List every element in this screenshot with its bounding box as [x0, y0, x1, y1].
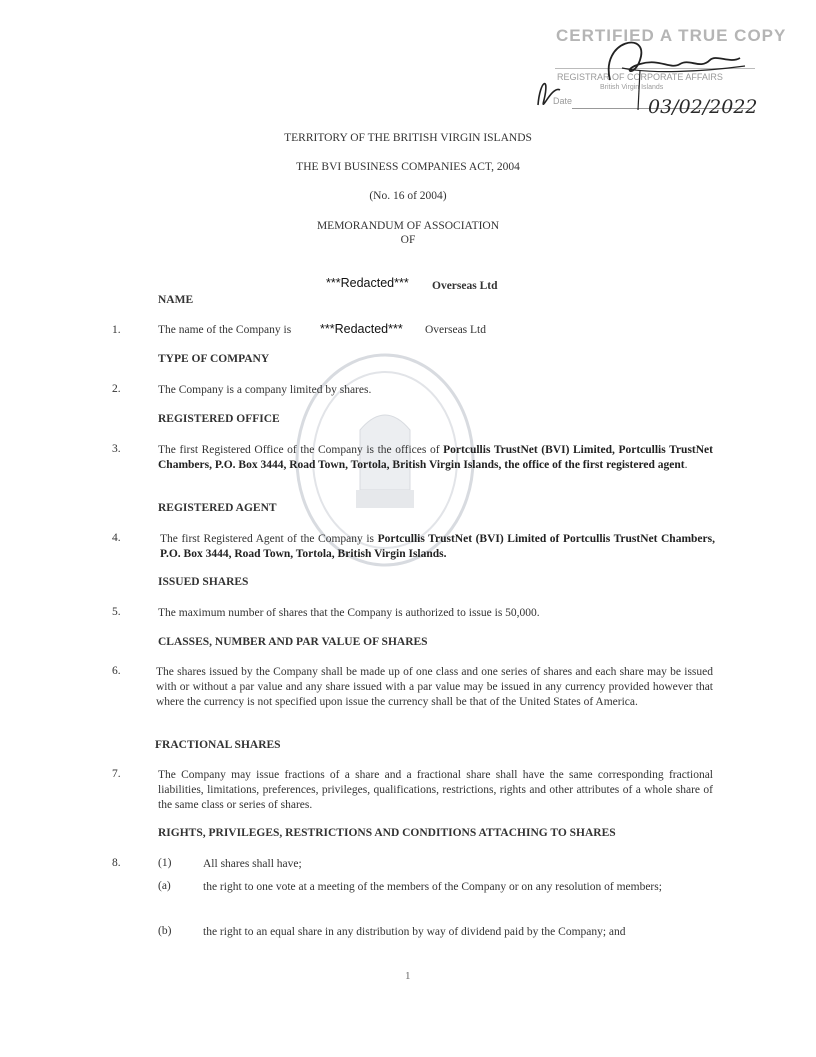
company-name-redacted: ***Redacted***	[326, 276, 409, 290]
section-3-agent-address: Portcullis TrustNet (BVI) Limited, Portcullis TrustNet Chambers, P.O. Box 3444, Road Town, Tortola, British Virgin Islands, the office of the first registered agent	[158, 444, 713, 471]
section-heading-classes: CLASSES, NUMBER AND PAR VALUE OF SHARES	[158, 636, 428, 648]
section-3-text	[158, 443, 713, 473]
section-number-2: 2.	[112, 383, 121, 395]
section-8-1-text: All shares shall have;	[203, 858, 302, 870]
section-1-suffix: Overseas Ltd	[425, 324, 486, 336]
section-4-agent-address: Portcullis TrustNet (BVI) Limited of Portcullis TrustNet Chambers, P.O. Box 3444, Road Town, Tortola, British Virgin Islands.	[160, 533, 715, 560]
section-5-text: The maximum number of shares that the Company is authorized to issue is 50,000.	[158, 607, 540, 619]
section-number-3: 3.	[112, 443, 121, 455]
section-heading-fractional: FRACTIONAL SHARES	[155, 739, 281, 751]
section-8-b-number: (b)	[158, 925, 172, 937]
section-4-text	[160, 532, 715, 562]
stamp-territory: British Virgin Islands	[600, 84, 664, 91]
section-8-b-text: the right to an equal share in any distribution by way of dividend paid by the Company; and	[203, 926, 626, 938]
header-of: OF	[400, 234, 416, 246]
section-heading-name: NAME	[158, 294, 194, 306]
section-1-text: The name of the Company is	[158, 324, 292, 336]
page-number: 1	[405, 970, 411, 982]
section-3-text-a: The first Registered Office of the Company is the offices of	[158, 444, 444, 456]
section-8-a-text: the right to one vote at a meeting of the members of the Company or on any resolution of members;	[203, 881, 662, 893]
section-8-a-number: (a)	[158, 880, 171, 892]
header-territory: TERRITORY OF THE BRITISH VIRGIN ISLANDS	[284, 132, 532, 144]
section-heading-office: REGISTERED OFFICE	[158, 413, 280, 425]
section-number-6: 6.	[112, 665, 121, 677]
section-number-7: 7.	[112, 768, 121, 780]
signature-icon	[530, 30, 760, 120]
company-name-suffix: Overseas Ltd	[432, 280, 498, 292]
section-heading-rights: RIGHTS, PRIVILEGES, RESTRICTIONS AND CONDITIONS ATTACHING TO SHARES	[158, 827, 616, 839]
section-number-4: 4.	[112, 532, 121, 544]
section-number-8: 8.	[112, 857, 121, 869]
section-3-text-c: .	[684, 459, 688, 471]
section-number-1: 1.	[112, 324, 121, 336]
section-heading-issued: ISSUED SHARES	[158, 576, 249, 588]
stamp-date-value: 03/02/2022	[648, 96, 758, 118]
header-act: THE BVI BUSINESS COMPANIES ACT, 2004	[296, 161, 520, 173]
section-4-text-a: The first Registered Agent of the Company is	[160, 533, 378, 545]
section-heading-agent: REGISTERED AGENT	[158, 502, 277, 514]
stamp-date-label: Date	[553, 96, 573, 106]
section-2-text: The Company is a company limited by shares.	[158, 384, 372, 396]
stamp-registrar: REGISTRAR OF CORPORATE AFFAIRS	[557, 72, 723, 82]
header-memorandum: MEMORANDUM OF ASSOCIATION	[316, 220, 500, 232]
header-act-number: (No. 16 of 2004)	[369, 190, 447, 202]
section-1-redacted: ***Redacted***	[320, 322, 403, 336]
section-6-text: The shares issued by the Company shall be made up of one class and one series of shares and each share may be issued with or without a par value and any share issued with a par value may be issued in any currency provided however that where the currency is not specified upon issue the currency shall be that of the United States of America.	[156, 666, 713, 708]
section-heading-type: TYPE OF COMPANY	[158, 353, 270, 365]
section-8-1-number: (1)	[158, 857, 172, 869]
section-7-text: The Company may issue fractions of a share and a fractional share shall have the same corresponding fractional liabilities, limitations, preferences, privileges, qualifications, restrictions, rights and other attributes of a whole share of the same class or series of shares.	[158, 769, 713, 811]
certified-stamp-title: CERTIFIED A TRUE COPY	[556, 26, 787, 45]
section-number-5: 5.	[112, 606, 121, 618]
